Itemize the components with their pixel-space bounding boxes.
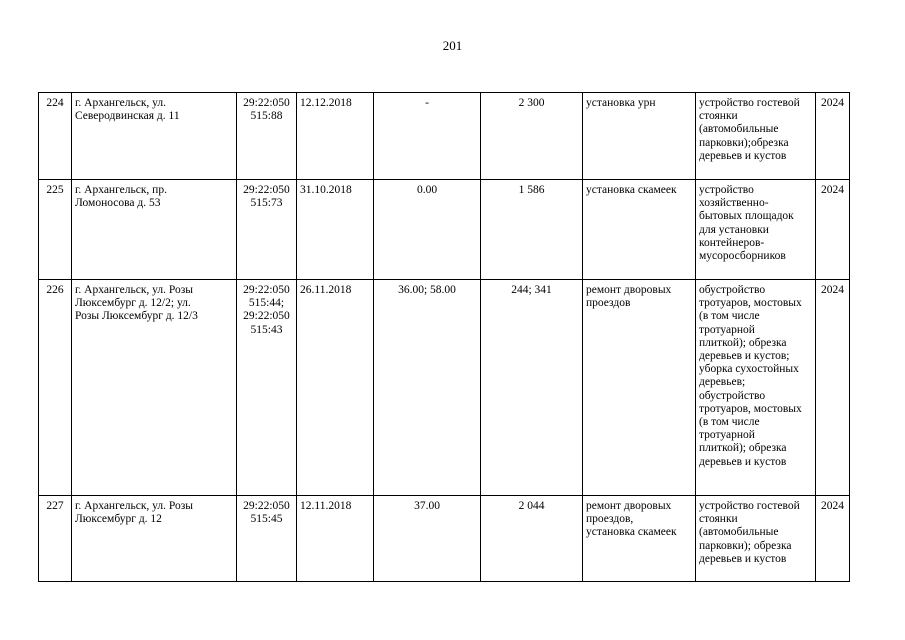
area-cell: 37.00	[374, 496, 481, 582]
works-cell: ремонт дворовых проездов	[583, 280, 696, 496]
value-cell: 1 586	[481, 180, 583, 280]
date-cell: 12.11.2018	[297, 496, 374, 582]
date-cell: 31.10.2018	[297, 180, 374, 280]
row-number-cell: 224	[39, 93, 72, 180]
row-number-cell: 227	[39, 496, 72, 582]
table-row	[39, 180, 850, 280]
address-cell: г. Архангельск, ул. Северодвинская д. 11	[72, 93, 237, 180]
date-cell: 26.11.2018	[297, 280, 374, 496]
value-cell: 244; 341	[481, 280, 583, 496]
year-cell: 2024	[816, 180, 850, 280]
cadastral-cell: 29:22:050 515:88	[237, 93, 297, 180]
table-row	[39, 496, 850, 582]
address-cell: г. Архангельск, ул. Розы Люксембург д. 12/2; ул. Розы Люксембург д. 12/3	[72, 280, 237, 496]
registry-table	[38, 92, 850, 582]
cadastral-cell: 29:22:050 515:45	[237, 496, 297, 582]
year-cell: 2024	[816, 496, 850, 582]
address-cell: г. Архангельск, пр. Ломоносова д. 53	[72, 180, 237, 280]
row-number-cell: 225	[39, 180, 72, 280]
extra-works-cell: устройство гостевой стоянки (автомобильные парковки);обрезка деревьев и кустов	[696, 93, 816, 180]
area-cell: 0.00	[374, 180, 481, 280]
date-cell: 12.12.2018	[297, 93, 374, 180]
year-cell: 2024	[816, 280, 850, 496]
cadastral-cell: 29:22:050 515:44; 29:22:050 515:43	[237, 280, 297, 496]
value-cell: 2 300	[481, 93, 583, 180]
extra-works-cell: обустройство тротуаров, мостовых (в том числе тротуарной плиткой); обрезка деревьев и кустов; уборка сухостойных деревьев; обустройство тротуаров, мостовых (в том числе тротуарной плиткой); обрезка деревьев и кустов	[696, 280, 816, 496]
year-cell: 2024	[816, 93, 850, 180]
extra-works-cell: устройство хозяйственно- бытовых площадок для установки контейнеров- мусоросборников	[696, 180, 816, 280]
works-cell: установка скамеек	[583, 180, 696, 280]
area-cell: 36.00; 58.00	[374, 280, 481, 496]
area-cell: -	[374, 93, 481, 180]
row-number-cell: 226	[39, 280, 72, 496]
value-cell: 2 044	[481, 496, 583, 582]
table-row	[39, 93, 850, 180]
address-cell: г. Архангельск, ул. Розы Люксембург д. 12	[72, 496, 237, 582]
works-cell: установка урн	[583, 93, 696, 180]
page-number: 201	[442, 38, 463, 53]
table-row	[39, 280, 850, 496]
cadastral-cell: 29:22:050 515:73	[237, 180, 297, 280]
works-cell: ремонт дворовых проездов, установка скамеек	[583, 496, 696, 582]
extra-works-cell: устройство гостевой стоянки (автомобильные парковки); обрезка деревьев и кустов	[696, 496, 816, 582]
